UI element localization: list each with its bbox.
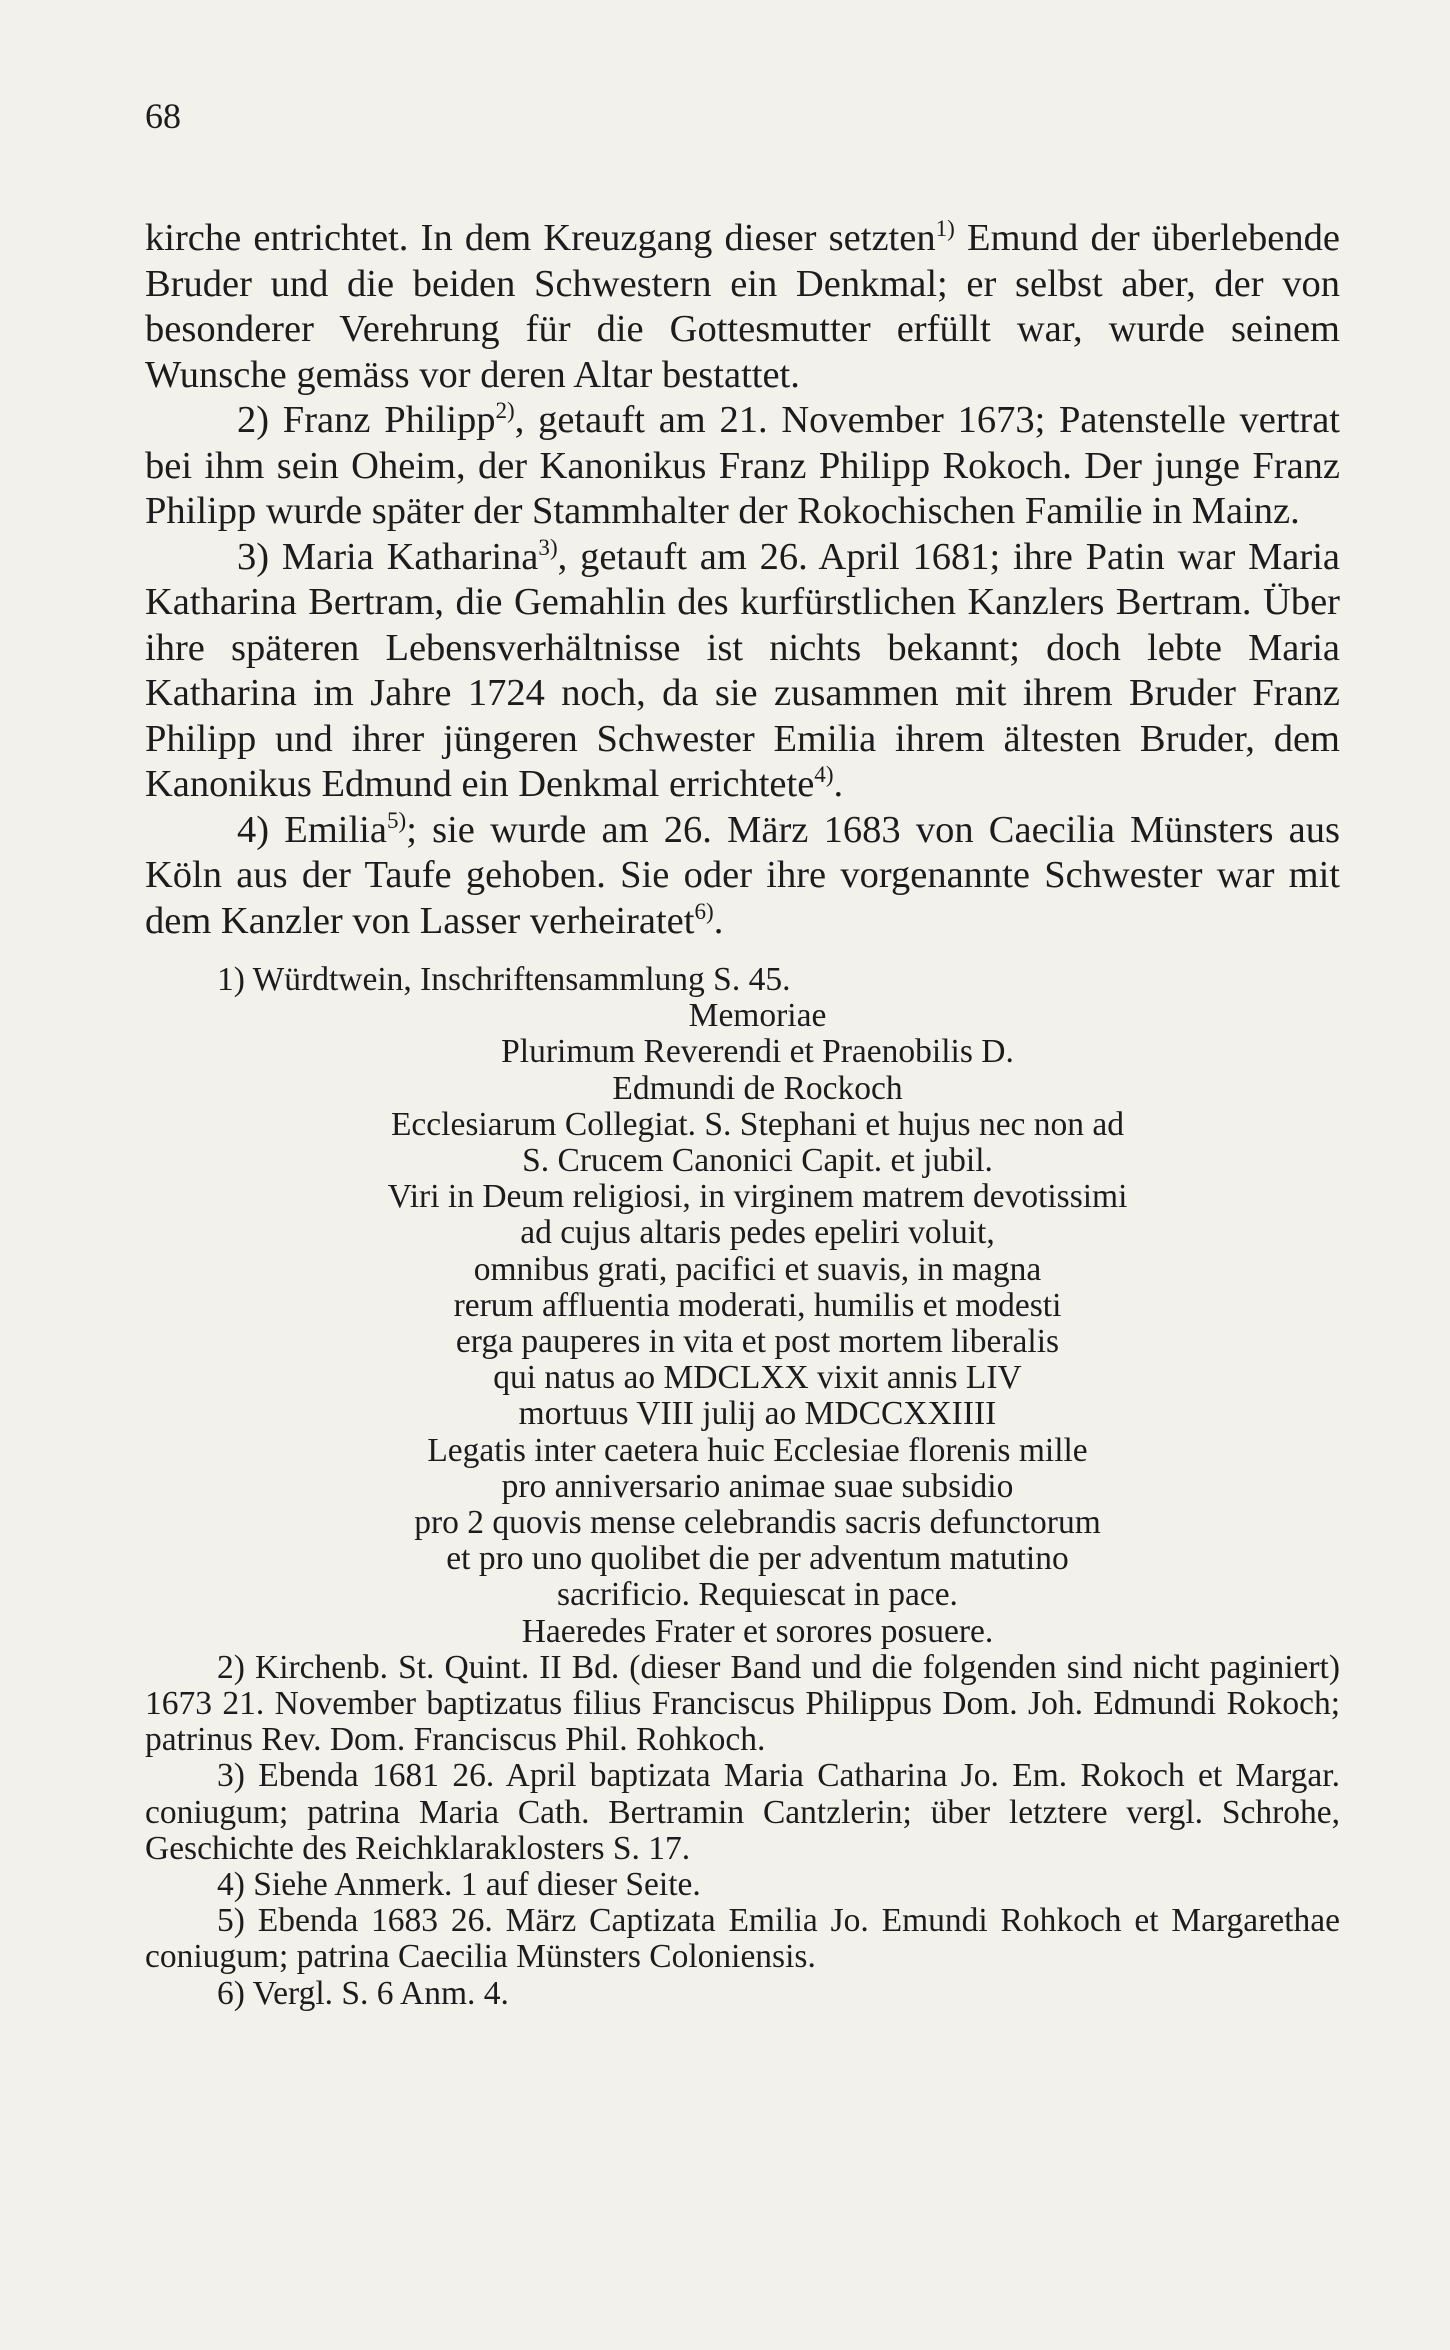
inscription-line: pro 2 quovis mense celebrandis sacris defunctorum	[414, 1504, 1101, 1542]
paragraph-franz-philipp: 2) Franz Philipp$^{2)}$, getauft am 21. November 1673; Patenstelle vertrat bei ihm sein Oheim, der Kanonikus Franz Philipp Rokoch. Der junge Franz Philipp wurde später der Stammhalter der Rokochischen Familie in Mainz.	[145, 397, 1340, 532]
inscription-line: mortuus VIII julij ao MDCCXXIIII	[518, 1395, 997, 1433]
inscription-line: Haeredes Frater et sorores posuere.	[521, 1612, 994, 1650]
footnote-5: 5) Ebenda 1683 26. März Captizata Emilia Jo. Emundi Rohkoch et Margarethae coniugum; patrina Caecilia Münsters Coloniensis.	[145, 1902, 1340, 1976]
paragraph-continuation: kirche entrichtet. In dem Kreuzgang dieser setzten$^{1)}$ Emund der überlebende Bruder und die beiden Schwestern ein Denkmal; er selbst aber, der von besonderer Verehrung für die Gottesmutter erfüllt war, wurde seinem Wunsche gemäss vor deren Altar bestattet.	[145, 215, 1340, 396]
footnote-6: 6) Vergl. S. 6 Anm. 4.	[217, 1974, 509, 2012]
inscription-line: Plurimum Reverendi et Praenobilis D.	[501, 1033, 1014, 1071]
footnote-ref: 6)	[694, 897, 714, 924]
paragraph-maria-katharina: 3) Maria Katharina$^{3)}$, getauft am 26. April 1681; ihre Patin war Maria Katharina Bertram, die Gemahlin des kurfürstlichen Kanzlers Bertram. Über ihre späteren Lebensverhältnisse ist nichts bekannt; doch lebte Maria Katharina im Jahre 1724 noch, da sie zusammen mit ihrem Bruder Franz Philipp und ihrer jüngeren Schwester Emilia ihrem ältesten Bruder, dem Kanonikus Edmund ein Denkmal errichtete$^{4)}$.	[145, 533, 1341, 805]
page-number: 68	[145, 96, 181, 136]
footnote-4: 4) Siehe Anmerk. 1 auf dieser Seite.	[217, 1866, 701, 1904]
spacer	[145, 944, 1340, 962]
footnote-ref: 4)	[814, 761, 834, 788]
footnote-3: 3) Ebenda 1681 26. April baptizata Maria Catharina Jo. Em. Rokoch et Margar. coniugum; patrina Maria Cath. Bertramin Cantzlerin; über letztere vergl. Schrohe, Geschichte des Reichklaraklosters S. 17.	[145, 1757, 1340, 1867]
inscription-line: erga pauperes in vita et post mortem liberalis	[455, 1323, 1060, 1361]
footnotes	[145, 962, 1340, 2012]
inscription	[175, 998, 1340, 1650]
inscription-line: Ecclesiarum Collegiat. S. Stephani et hujus nec non ad	[390, 1105, 1125, 1143]
inscription-line: pro anniversario animae suae subsidio	[501, 1467, 1014, 1505]
inscription-line: S. Crucem Canonici Capit. et jubil.	[522, 1142, 993, 1180]
inscription-line: Viri in Deum religiosi, in virginem matrem devotissimi	[387, 1178, 1128, 1216]
footnote-ref: 1)	[935, 215, 955, 242]
inscription-line: qui natus ao MDCLXX vixit annis LIV	[493, 1359, 1022, 1397]
inscription-line: ad cujus altaris pedes epeliri voluit,	[520, 1214, 995, 1252]
inscription-line: sacrificio. Requiescat in pace.	[557, 1576, 958, 1614]
footnote-2: 2) Kirchenb. St. Quint. II Bd. (dieser Band und die folgenden sind nicht paginiert) 1673 21. November baptizatus filius Franciscus Philippus Dom. Joh. Edmundi Rokoch; patrinus Rev. Dom. Franciscus Phil. Rohkoch.	[145, 1648, 1340, 1759]
inscription-line: Memoriae	[688, 997, 827, 1035]
body-text	[145, 216, 1340, 944]
inscription-line: rerum affluentia moderati, humilis et modesti	[453, 1286, 1062, 1324]
inscription-line: Edmundi de Rockoch	[612, 1069, 903, 1107]
paragraph-emilia: 4) Emilia$^{5)}$; sie wurde am 26. März 1683 von Caecilia Münsters aus Köln aus der Taufe gehoben. Sie oder ihre vorgenannte Schwester war mit dem Kanzler von Lasser verheiratet$^{6)}$.	[145, 806, 1340, 942]
inscription-line: Legatis inter caetera huic Ecclesiae florenis mille	[427, 1431, 1088, 1469]
footnote-ref: 5)	[386, 806, 407, 833]
footnote-ref: 2)	[495, 397, 515, 424]
inscription-line: et pro uno quolibet die per adventum matutino	[446, 1540, 1069, 1578]
inscription-line: omnibus grati, pacifici et suavis, in magna	[473, 1250, 1042, 1288]
footnote-ref: 3)	[538, 533, 558, 560]
footnote-1: 1) Würdtwein, Inschriftensammlung S. 45.	[217, 961, 791, 998]
